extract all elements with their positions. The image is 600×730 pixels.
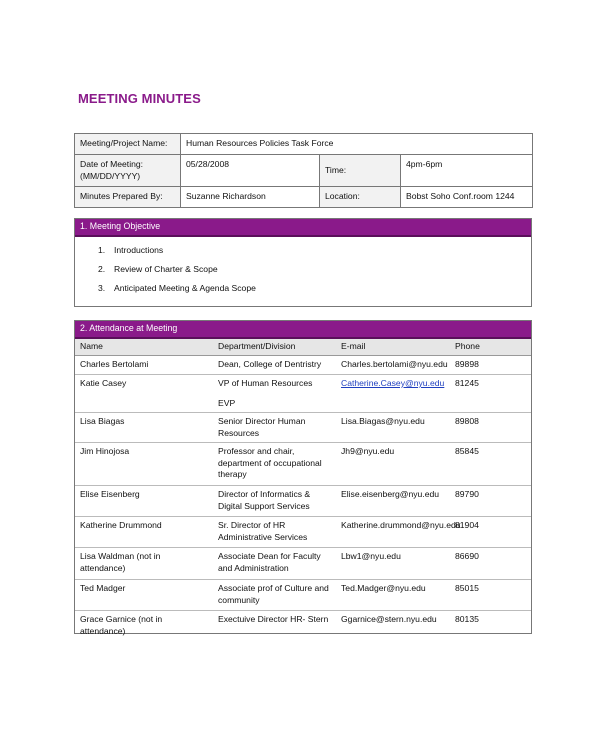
cell-phone: 81245 (450, 375, 531, 413)
list-item: 3. Anticipated Meeting & Agenda Scope (98, 283, 256, 293)
cell-name: Jim Hinojosa (75, 443, 213, 486)
cell-email[interactable] (336, 375, 450, 413)
date-label-line1: Date of Meeting: (80, 159, 144, 169)
table-header-row (75, 339, 531, 356)
cell-email: Elise.eisenberg@nyu.edu (336, 486, 450, 517)
objective-heading: 1. Meeting Objective (75, 219, 531, 237)
location-value: Bobst Soho Conf.room 1244 (401, 187, 533, 208)
cell-name: Grace Garnice (not in attendance) (80, 614, 163, 636)
cell-phone: 85845 (450, 443, 531, 486)
table-row (75, 580, 531, 611)
info-row-project (75, 134, 533, 155)
cell-dept: Director of Informatics & Digital Support Services (213, 486, 336, 517)
cell-phone: 81904 (450, 517, 531, 548)
cell-email: Lbw1@nyu.edu (336, 548, 450, 580)
table-row (75, 517, 531, 548)
objective-section (74, 218, 532, 307)
cell-dept-line1: VP of Human Resources (218, 378, 313, 388)
table-row (75, 611, 531, 638)
cell-dept (213, 375, 336, 413)
cell-phone: 86690 (450, 548, 531, 580)
col-header-dept: Department/Division (213, 339, 336, 356)
cell-phone: 85015 (450, 580, 531, 611)
cell-phone: 80135 (455, 614, 479, 624)
time-label: Time: (320, 155, 401, 187)
project-value: Human Resources Policies Task Force (181, 134, 533, 155)
attendance-heading: 2. Attendance at Meeting (75, 321, 531, 339)
objective-list (75, 237, 531, 298)
cell-dept: Dean, College of Dentristry (213, 356, 336, 375)
cell-dept: Associate Dean for Faculty and Administration (213, 548, 336, 580)
cell-name: Lisa Biagas (75, 413, 213, 443)
list-item: 2. Review of Charter & Scope (98, 264, 218, 274)
cell-email: Jh9@nyu.edu (336, 443, 450, 486)
cell-name: Charles Bertolami (75, 356, 213, 375)
location-label: Location: (320, 187, 401, 208)
col-header-name: Name (75, 339, 213, 356)
info-row-date (75, 155, 533, 187)
prepared-label: Minutes Prepared By: (75, 187, 181, 208)
cell-phone: 89790 (450, 486, 531, 517)
table-row (75, 375, 531, 413)
project-label: Meeting/Project Name: (75, 134, 181, 155)
cell-dept: Senior Director Human Resources (213, 413, 336, 443)
cell-name: Katie Casey (75, 375, 213, 413)
date-label (75, 155, 181, 187)
cell-phone: 89808 (450, 413, 531, 443)
cell-phone: 89898 (450, 356, 531, 375)
cell-dept: Associate prof of Culture and community (213, 580, 336, 611)
cell-email: Ggarnice@stern.nyu.edu (341, 614, 437, 624)
meeting-info-table (74, 133, 533, 208)
table-row (75, 413, 531, 443)
cell-dept: Exectuive Director HR- Stern (218, 614, 329, 624)
info-row-prepared (75, 187, 533, 208)
table-row (75, 486, 531, 517)
list-item: 1. Introductions (98, 245, 164, 255)
attendance-table (75, 339, 531, 637)
date-value: 05/28/2008 (181, 155, 320, 187)
cell-email: Ted.Madger@nyu.edu (336, 580, 450, 611)
date-label-line2: (MM/DD/YYYY) (80, 170, 141, 181)
page-title: MEETING MINUTES (78, 91, 201, 106)
cell-email: Lisa.Biagas@nyu.edu (336, 413, 450, 443)
time-value: 4pm-6pm (401, 155, 533, 187)
table-row (75, 356, 531, 375)
col-header-phone: Phone (450, 339, 531, 356)
cell-email: Katherine.drummond@nyu.edu (336, 517, 450, 548)
cell-email: Charles.bertolami@nyu.edu (336, 356, 450, 375)
cell-name: Ted Madger (75, 580, 213, 611)
cell-name: Katherine Drummond (75, 517, 213, 548)
attendance-section (74, 320, 532, 634)
table-row (75, 443, 531, 486)
cell-name: Lisa Waldman (not in attendance) (75, 548, 213, 580)
table-row (75, 548, 531, 580)
cell-dept: Professor and chair, department of occupational therapy (213, 443, 336, 486)
email-link[interactable]: Catherine.Casey@nyu.edu (341, 378, 445, 388)
cell-dept-line2: EVP (218, 397, 236, 408)
cell-dept: Sr. Director of HR Administrative Services (213, 517, 336, 548)
prepared-value: Suzanne Richardson (181, 187, 320, 208)
cell-name: Elise Eisenberg (75, 486, 213, 517)
col-header-email: E-mail (336, 339, 450, 356)
